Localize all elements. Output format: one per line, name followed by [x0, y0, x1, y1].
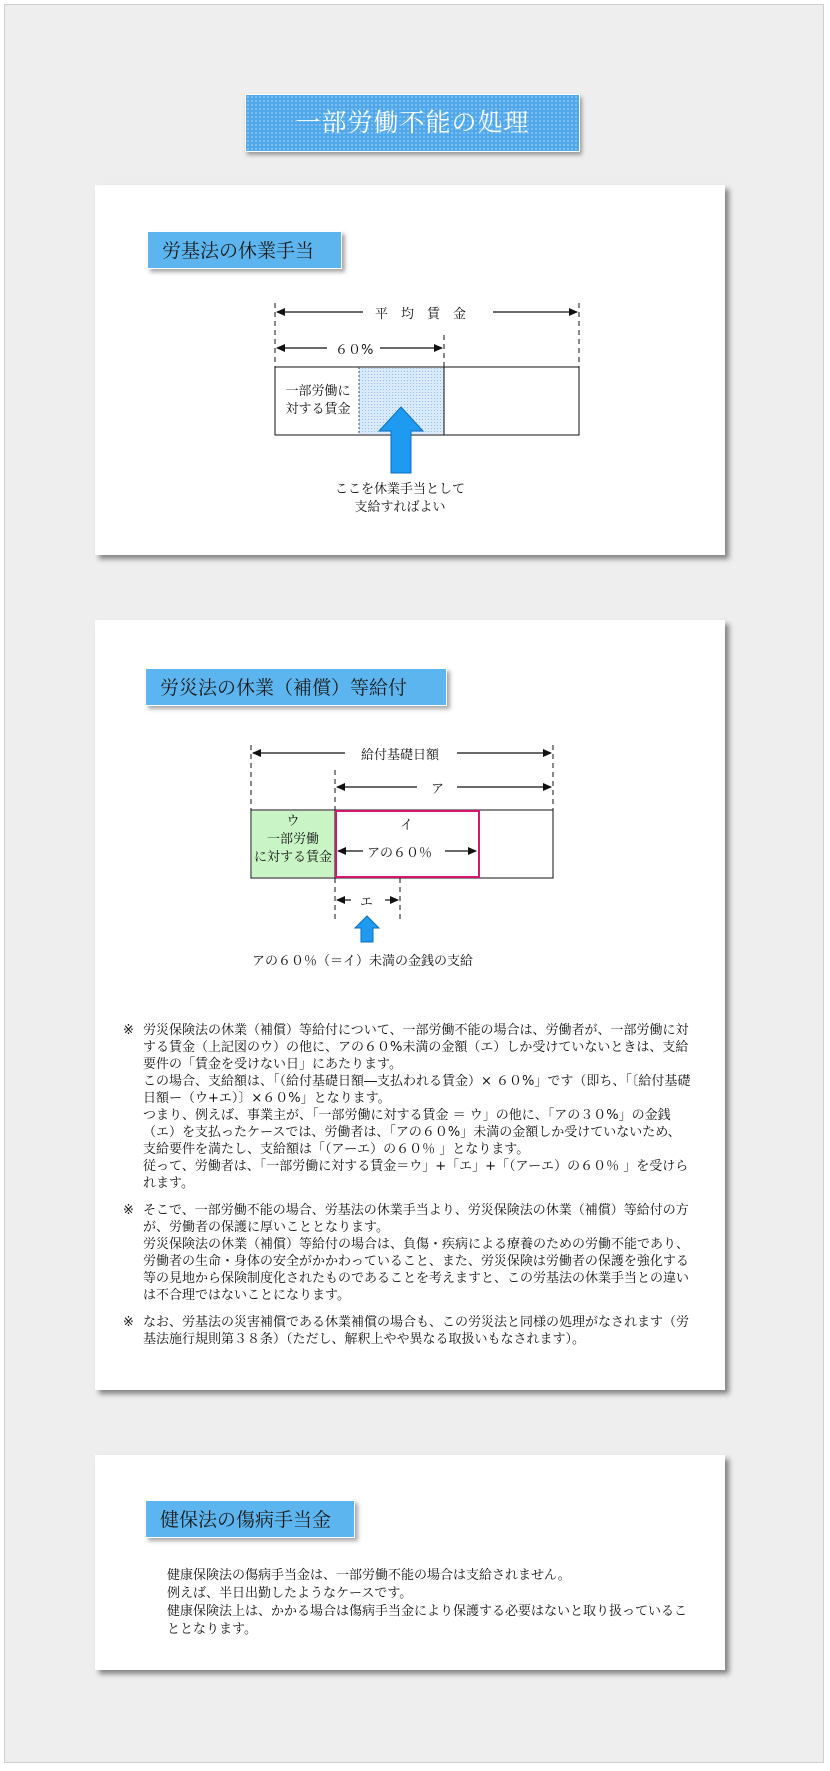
pct-label: ６０% — [335, 343, 374, 358]
page-title: 一部労働不能の処理 — [245, 94, 580, 152]
a-label: ア — [431, 782, 445, 797]
section-rokihou-panel — [95, 185, 725, 555]
note-2: ※ そこで、一部労働不能の場合、労基法の休業手当より、労災保険法の休業（補償）等給付の方が、労働者の保護に厚いこととなります。 労災保険法の休業（補償）等給付の場合は、負傷・疾病による療養のための労働不能であり、労働者の生命・身体の安全がかかわっていること、また、労災保険は労働者の保護を強化する等の見地から保険制度化されたものであることを考えますと、この労基法の休業手当との違いは不合理ではないことになります。 — [123, 1203, 690, 1303]
i-label: イ — [400, 818, 414, 833]
note-3: ※ なお、労基法の災害補償である休業補償の場合も、この労災法と同様の処理がなされます（労基法施行規則第３８条）（ただし、解釈上やや異なる取扱いもなされます）。 — [123, 1315, 690, 1347]
section-label-rousai: 労災法の休業（補償）等給付 — [145, 668, 447, 706]
i-sub-label: アの６０％ — [367, 846, 433, 861]
u-label: ウ — [286, 814, 300, 829]
avg-wage-label: 平 均 賃 金 — [375, 307, 467, 322]
e-label: エ — [360, 895, 374, 910]
note-1: ※ 労災保険法の休業（補償）等給付について、一部労働不能の場合は、労働者が、一部労働に対する賃金（上記図のウ）の他に、アの６０%未満の金額（エ）しか受けていないときは、支給要件の「賃金を受けない日」にあたります。 この場合、支給額は、「（給付基礎日額―支払われる賃金）× ６０%」です（即ち、「〔給付基礎日額ー（ウ+エ）〕×６０%」となります。 つまり、例えば、事業主が、「一部労働に対する賃金 ＝ ウ」の他に、「アの３０%」の金銭（エ）を支払ったケースでは、労働者は、「アの６０%」未満の金額しか受けていないため、支給要件を満たし、支給額は「（アーエ）の６０％ 」となります。 従って、労働者は、「一部労働に対する賃金＝ウ」+「エ」+「（アーエ）の６０％ 」を受けられます。 — [123, 1023, 691, 1191]
rousai-diagram — [95, 620, 725, 920]
kiso-label: 給付基礎日額 — [361, 748, 440, 763]
rokihou-caption: ここを休業手当として 支給すればよい — [334, 482, 465, 515]
partial-wage-label: 一部労働に 対する賃金 — [285, 384, 351, 417]
section-rousai-panel — [95, 620, 725, 1390]
u-label-group: ウ 一部労働 に対する賃金 — [251, 813, 335, 867]
section-label-kenpo: 健保法の傷病手当金 — [145, 1500, 355, 1538]
rousai-caption: アの６０％（＝イ）未満の金銭の支給 — [252, 954, 474, 969]
rousai-notes — [123, 1022, 693, 1358]
kenpo-text: 健康保険法の傷病手当金は、一部労働不能の場合は支給されません。 例えば、半日出勤したようなケースです。 健康保険法上は、かかる場合は傷病手当金により保護する必要はないと取り扱っていることとなります。 — [167, 1568, 688, 1637]
up-arrow — [355, 916, 379, 942]
section-label-rokihou: 労基法の休業手当 — [147, 231, 342, 269]
section-kenpo-panel — [95, 1455, 725, 1670]
